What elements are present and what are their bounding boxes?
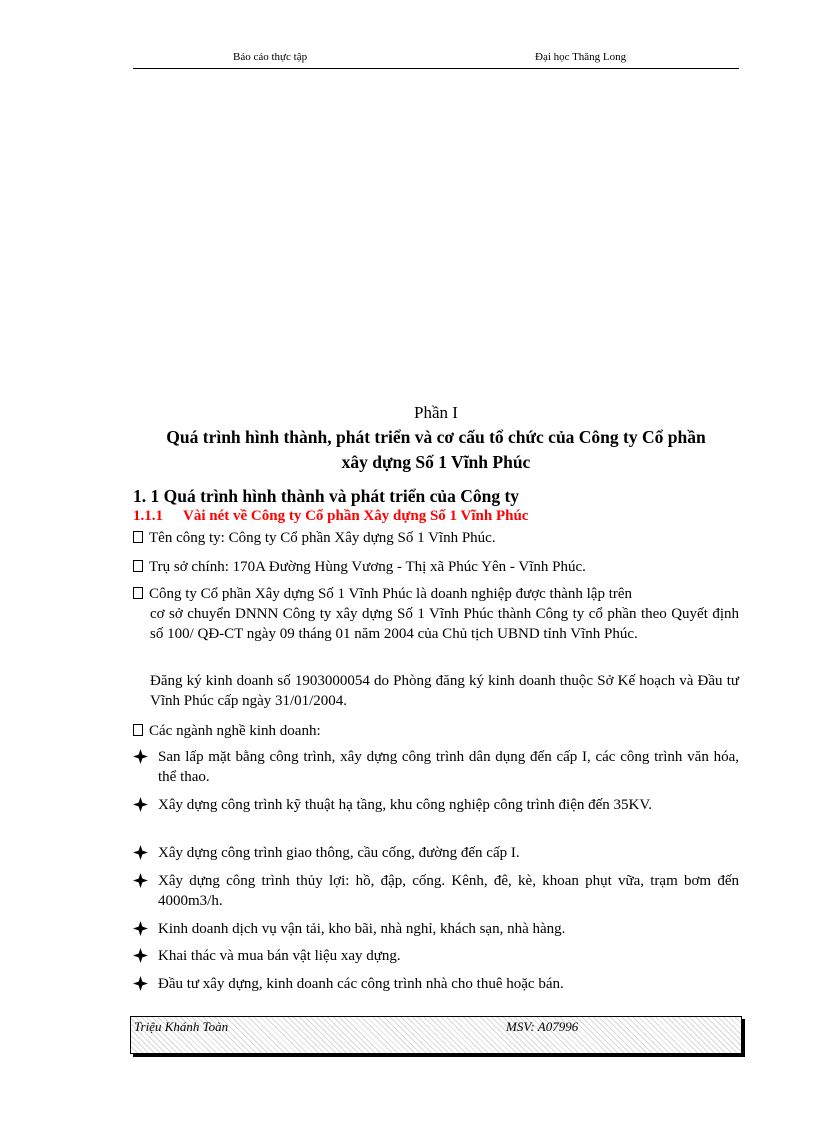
part-title-line-2: xây dựng Số 1 Vĩnh Phúc xyxy=(341,452,531,472)
intro-continuation: cơ sở chuyển DNNN Công ty xây dựng Số 1 Vĩnh Phúc thành Công ty cổ phần theo Quyết định số 100/ QĐ-CT ngày 09 tháng 01 năm 2004 của Chủ tịch UBND tỉnh Vĩnh Phúc. xyxy=(150,606,739,642)
footer-author: Triệu Khánh Toàn xyxy=(134,1019,229,1034)
diamond-bullet-icon xyxy=(133,948,148,963)
head-office-paragraph xyxy=(133,557,739,577)
diamond-bullet-icon xyxy=(133,749,148,764)
diamond-bullet-icon xyxy=(133,976,148,991)
diamond-bullet-icon xyxy=(133,921,148,936)
list-item xyxy=(133,919,739,939)
intro-first-line: Công ty Cổ phần Xây dựng Số 1 Vĩnh Phúc là doanh nghiệp được thành lập trên xyxy=(149,586,633,602)
list-item-text: Xây dựng công trình kỹ thuật hạ tầng, khu công nghiệp công trình điện đến 35KV. xyxy=(158,797,653,813)
checkbox-square-icon xyxy=(133,531,143,543)
part-heading-block xyxy=(133,402,739,474)
page-footer xyxy=(130,1016,742,1054)
list-item-text: Khai thác và mua bán vật liệu xay dựng. xyxy=(158,948,401,964)
checkbox-square-icon xyxy=(133,587,143,599)
company-name-text: Tên công ty: Công ty Cổ phần Xây dựng Số 1 Vĩnh Phúc. xyxy=(149,530,496,546)
list-item-text: Xây dựng công trình giao thông, cầu cống, đường đến cấp I. xyxy=(158,845,520,861)
company-intro-paragraph xyxy=(133,584,739,644)
business-lines-text: Các ngành nghề kinh doanh: xyxy=(149,723,321,739)
list-item-text: Kinh doanh dịch vụ vận tải, kho bãi, nhà nghỉ, khách sạn, nhà hàng. xyxy=(158,921,566,937)
section-heading: 1. 1 Quá trình hình thành và phát triển của Công ty xyxy=(133,486,520,506)
list-item-text: Xây dựng công trình thủy lợi: hồ, đập, cống. Kênh, đê, kè, khoan phụt vữa, trạm bơm đến 4000m3/h. xyxy=(158,873,739,909)
list-item xyxy=(133,974,739,994)
subsection-heading xyxy=(133,508,528,525)
page-header xyxy=(133,48,739,69)
checkbox-square-icon xyxy=(133,724,143,736)
subsection-title: Vài nét về Công ty Cổ phần Xây dựng Số 1 Vĩnh Phúc xyxy=(183,508,529,524)
list-item xyxy=(133,871,739,911)
diamond-bullet-icon xyxy=(133,797,148,812)
company-name-paragraph xyxy=(133,528,739,548)
footer-student-id: MSV: A07996 xyxy=(506,1019,579,1034)
list-item xyxy=(133,747,739,787)
diamond-bullet-icon xyxy=(133,845,148,860)
part-title-line-1: Quá trình hình thành, phát triển và cơ cấu tổ chức của Công ty Cổ phần xyxy=(166,427,706,447)
list-item-text: San lấp mặt bằng công trình, xây dựng công trình dân dụng đến cấp I, các công trình văn hóa, thể thao. xyxy=(158,749,739,785)
header-university: Đại học Thăng Long xyxy=(535,51,627,63)
diamond-bullet-icon xyxy=(133,873,148,888)
part-label: Phần I xyxy=(414,403,458,422)
checkbox-square-icon xyxy=(133,560,143,572)
list-item-text: Đầu tư xây dựng, kinh doanh các công trình nhà cho thuê hoặc bán. xyxy=(158,976,564,992)
list-item xyxy=(133,946,739,966)
business-lines-paragraph xyxy=(133,721,739,741)
registration-paragraph: Đăng ký kinh doanh số 1903000054 do Phòng đăng ký kinh doanh thuộc Sở Kế hoạch và Đầu tư Vĩnh Phúc cấp ngày 31/01/2004. xyxy=(150,673,739,709)
list-item xyxy=(133,843,739,863)
head-office-text: Trụ sở chính: 170A Đường Hùng Vương - Thị xã Phúc Yên - Vĩnh Phúc. xyxy=(149,559,586,575)
header-report-title: Báo cáo thực tập xyxy=(233,51,308,63)
subsection-number: 1.1.1 xyxy=(133,508,163,524)
list-item xyxy=(133,795,739,815)
